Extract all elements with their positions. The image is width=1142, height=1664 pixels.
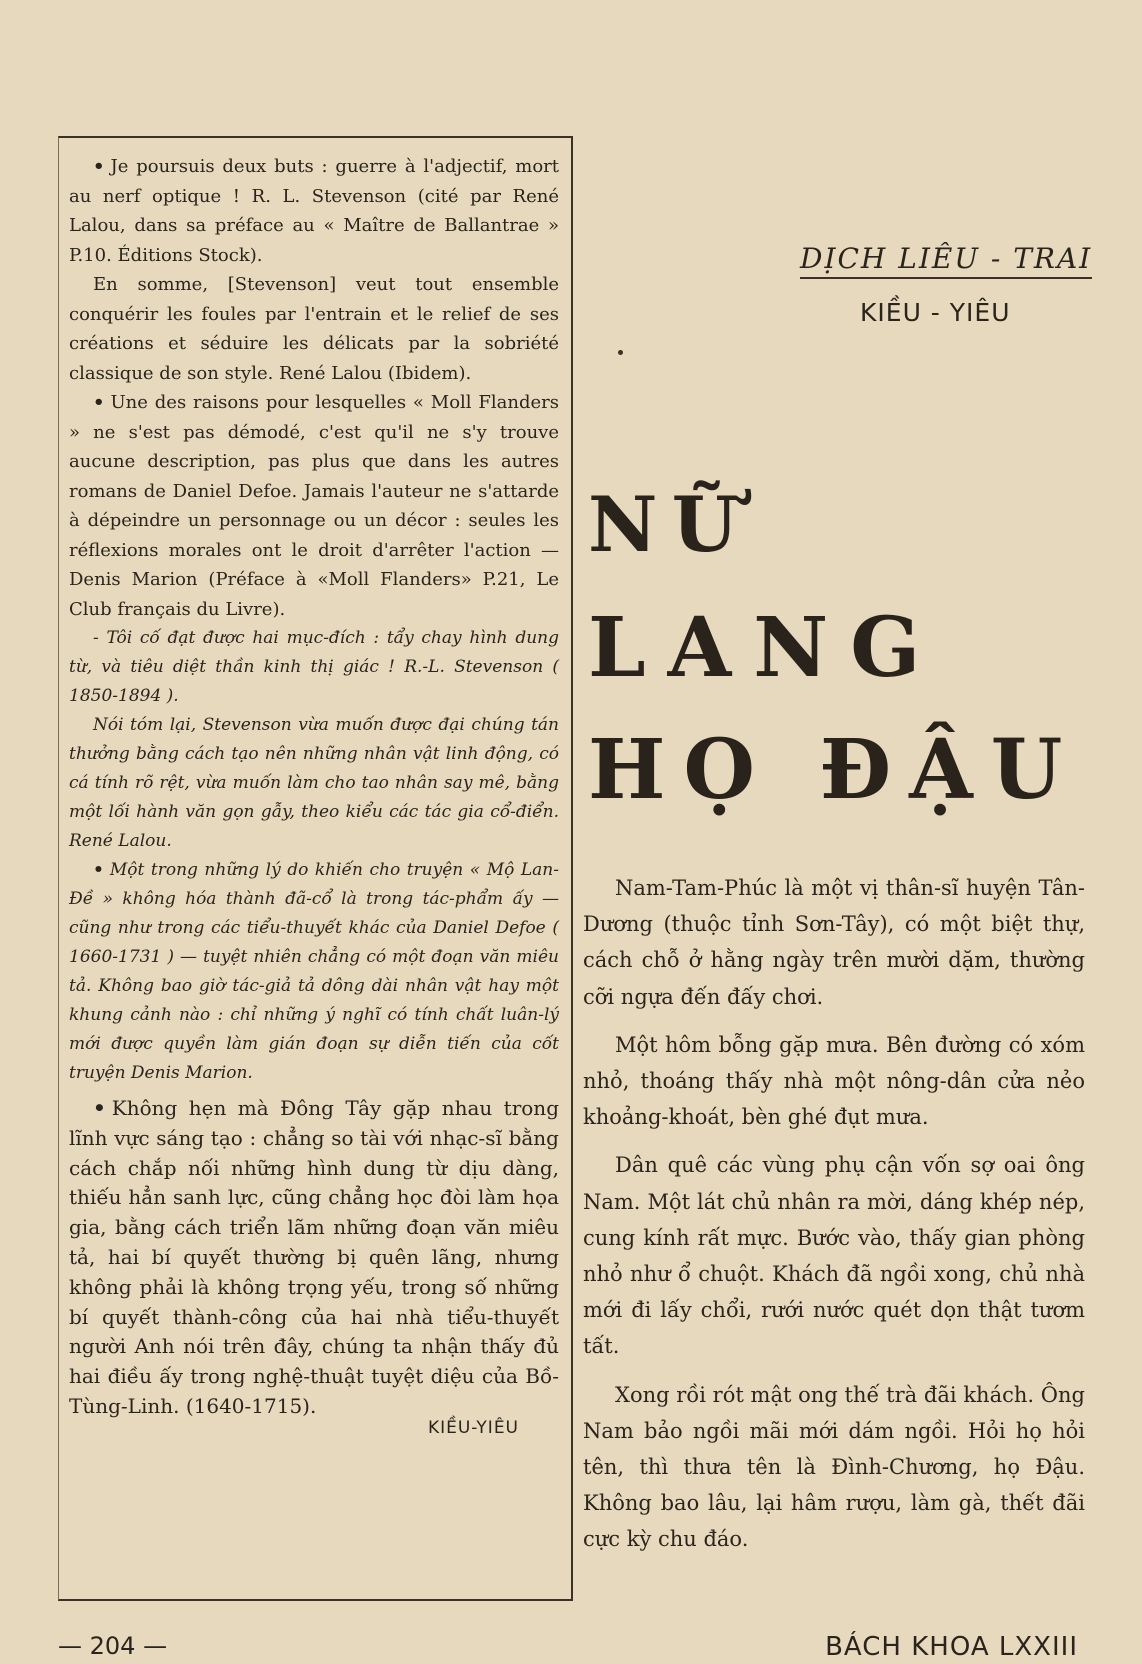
story-body [583, 870, 1085, 1570]
quote-text: Một trong những lý do khiến cho truyện « Mộ Lan-Đề » không hóa thành đã-cổ là trong tác-phẩm ấy — cũng như trong các tiểu-thuyết khác của Daniel Defoe ( 1660-1731 ) — tuyệt nhiên chẳng có một đoạn văn miêu tả. Không bao giờ tác-giả tả dông dài nhân vật hay một khung cảnh nào : chỉ những ý nghĩ có tính chất luân-lý mới được quyền làm gián đoạn sự diễn tiến của cốt truyện Denis Marion. [69, 860, 559, 1083]
quote-stevenson-vi: - Tôi cố đạt được hai mục-đích : tẩy chay hình dung từ, và tiêu diệt thần kinh thị giác ! R.-L. Stevenson ( 1850-1894 ). [69, 628, 559, 706]
box-signature: KIỀU-YIÊU [427, 1417, 519, 1438]
page-number: — 204 — [58, 1632, 168, 1660]
quote-marion-vi [69, 856, 559, 1088]
journal-footer: BÁCH KHOA LXXIII [825, 1632, 1078, 1662]
bullet: • [93, 860, 104, 880]
quote-text: Je poursuis deux buts : guerre à l'adjectif, mort au nerf optique ! R. L. Stevenson (cité par René Lalou, dans sa préface au « Maître de Ballantrae » P.10. Éditions Stock). [69, 156, 559, 266]
story-paragraph: Nam-Tam-Phúc là một vị thân-sĩ huyện Tân-Dương (thuộc tỉnh Sơn-Tây), có một biệt thự, cách chỗ ở hằng ngày trên mười dặm, thường cỡi ngựa đến đấy chơi. [583, 876, 1085, 1009]
quote-lalou-fr: En somme, [Stevenson] veut tout ensemble conquérir les foules par l'entrain et le relief de ses créations et séduire les délicats par la sobriété classique de son style. René Lalou (Ibidem). [69, 274, 559, 384]
author-heading: KIỀU - YIÊU [860, 298, 1011, 327]
quote-marion-fr [69, 388, 559, 624]
story-paragraph: Một hôm bỗng gặp mưa. Bên đường có xóm nhỏ, thoáng thấy nhà một nông-dân cửa nẻo khoảng-khoát, bèn ghé đụt mưa. [583, 1032, 1085, 1130]
quote-lalou-vi: Nói tóm lại, Stevenson vừa muốn được đại chúng tán thưởng bằng cách tạo nên những nhân vật linh động, có cá tính rõ rệt, vừa muốn làm cho tao nhân say mê, bằng một lối hành văn gọn gẫy, theo kiểu các tác gia cổ-điển. René Lalou. [69, 715, 559, 851]
bullet: • [93, 1096, 106, 1120]
story-title-line-1: NỮ [588, 480, 752, 569]
quote-stevenson-fr [69, 152, 559, 270]
series-heading: DỊCH LIÊU - TRAI [800, 242, 1092, 279]
bullet: • [93, 156, 105, 177]
bullet: • [93, 392, 105, 413]
commentary-text: Không hẹn mà Đông Tây gặp nhau trong lĩnh vực sáng tạo : chẳng so tài với nhạc-sĩ bằng cách chắp nối những hình dung từ dịu dàng, thiếu hẳn sanh lực, cũng chẳng học đòi làm họa gia, bằng cách triển lãm những đoạn văn miêu tả, hai bí quyết thường bị quên lãng, nhưng không phải là không trọng yếu, trong số những bí quyết thành-công của hai nhà tiểu-thuyết người Anh nói trên đây, chúng ta nhận thấy đủ hai điều ấy trong nghệ-thuật tuyệt diệu của Bồ-Tùng-Linh. (1640-1715). [69, 1096, 559, 1418]
story-paragraph: Dân quê các vùng phụ cận vốn sợ oai ông Nam. Một lát chủ nhân ra mời, dáng khép nép, cung kính rất mực. Bước vào, thấy gian phòng nhỏ như ổ chuột. Khách đã ngồi xong, chủ nhà mới đi lấy chổi, rưới nước quét dọn thật tươm tất. [583, 1153, 1085, 1359]
commentary-paragraph [69, 1094, 559, 1422]
quote-text: Une des raisons pour lesquelles « Moll Flanders » ne s'est pas démodé, c'est qu'il ne s'y trouve aucune description, pas plus que dans les autres romans de Daniel Defoe. Jamais l'auteur ne s'attarde à dépeindre un personnage ou un décor : seules les réflexions morales ont le droit d'arrêter l'action — Denis Marion (Préface à «Moll Flanders» P.21, Le Club français du Livre). [69, 392, 559, 620]
story-paragraph: Xong rồi rót mật ong thế trà đãi khách. Ông Nam bảo ngồi mãi mới dám ngồi. Hỏi họ hỏi tên, thì thưa tên là Đình-Chương, họ Đậu. Không bao lâu, lại hâm rượu, làm gà, thết đãi cực kỳ chu đáo. [583, 1382, 1085, 1552]
story-title-line-3: HỌ ĐẬU [588, 722, 1081, 818]
story-title-line-2: LANG [588, 600, 943, 696]
ink-dot [618, 350, 623, 355]
quotations-box [58, 136, 573, 1601]
